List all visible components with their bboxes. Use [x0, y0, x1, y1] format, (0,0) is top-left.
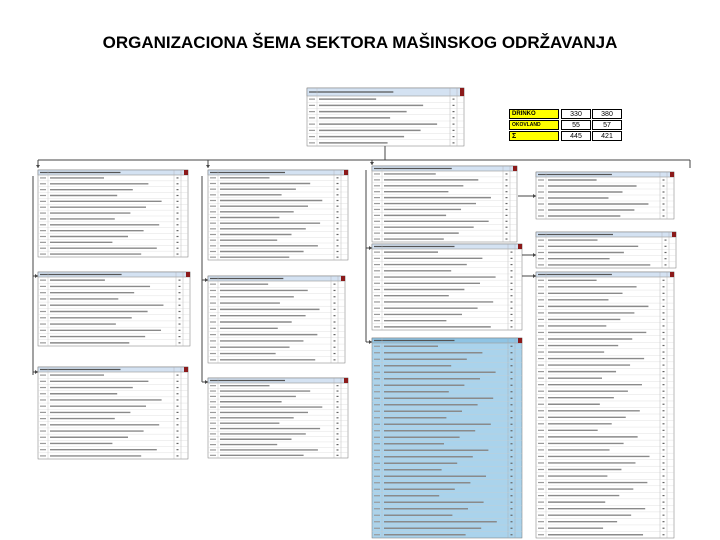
unit-box-col3-1 [372, 166, 517, 242]
box-frame [372, 338, 522, 538]
summary-row-total [509, 131, 622, 141]
unit-box-col3-3 [372, 338, 522, 538]
summary-table [509, 97, 622, 143]
unit-box-mid-1 [208, 170, 348, 260]
box-frame [536, 272, 674, 538]
summary-label: DRINKO [509, 109, 559, 119]
box-header-marker [341, 276, 345, 281]
box-frame [208, 276, 345, 363]
box-header-marker [186, 272, 190, 277]
unit-box-mid-2 [208, 276, 345, 363]
arrow-head [369, 246, 372, 250]
unit-box-left-1 [38, 170, 188, 257]
box-header-marker [344, 378, 348, 383]
unit-box-col3-2 [372, 244, 522, 330]
arrow-head [533, 274, 536, 278]
unit-box-col4-3 [536, 272, 674, 538]
summary-value: 57 [592, 120, 622, 130]
box-frame [536, 172, 674, 219]
arrow-head [35, 274, 38, 278]
summary-value: 445 [561, 131, 591, 141]
arrow-head [35, 370, 38, 374]
arrow-head [370, 162, 374, 165]
unit-box-col4-1 [536, 172, 674, 219]
box-header-marker [184, 367, 188, 372]
box-header-marker [670, 272, 674, 277]
box-header-marker [672, 232, 676, 237]
arrow-head [369, 340, 372, 344]
unit-box-col4-2 [536, 232, 676, 268]
arrow-head [206, 165, 210, 168]
box-frame [536, 232, 676, 268]
box-header-marker [518, 338, 522, 343]
box-header-marker [518, 244, 522, 249]
box-header-marker [460, 88, 464, 96]
top-management-box [307, 88, 464, 146]
unit-box-mid-3 [208, 378, 348, 458]
arrow-head [205, 380, 208, 384]
box-header-marker [184, 170, 188, 175]
box-frame [38, 272, 190, 346]
summary-label: Σ [509, 131, 559, 141]
box-header-marker [344, 170, 348, 175]
box-frame [372, 244, 522, 330]
unit-box-left-3 [38, 367, 188, 459]
unit-box-left-2 [38, 272, 190, 346]
box-header-marker [513, 166, 517, 171]
summary-row-okovland [509, 120, 622, 130]
arrow-head [36, 165, 40, 168]
arrow-head [205, 278, 208, 282]
arrow-head [533, 253, 536, 257]
summary-value: 55 [561, 120, 591, 130]
summary-value: 380 [592, 109, 622, 119]
summary-value: 330 [561, 109, 591, 119]
summary-row-drinko [509, 109, 622, 119]
summary-header [561, 97, 622, 107]
arrow-head [533, 194, 536, 198]
summary-label: OKOVLAND [509, 120, 559, 130]
page-title: ORGANIZACIONA ŠEMA SEKTORA MAŠINSKOG ODRŽAVANJA [102, 33, 618, 52]
box-header-marker [670, 172, 674, 177]
summary-value: 421 [592, 131, 622, 141]
